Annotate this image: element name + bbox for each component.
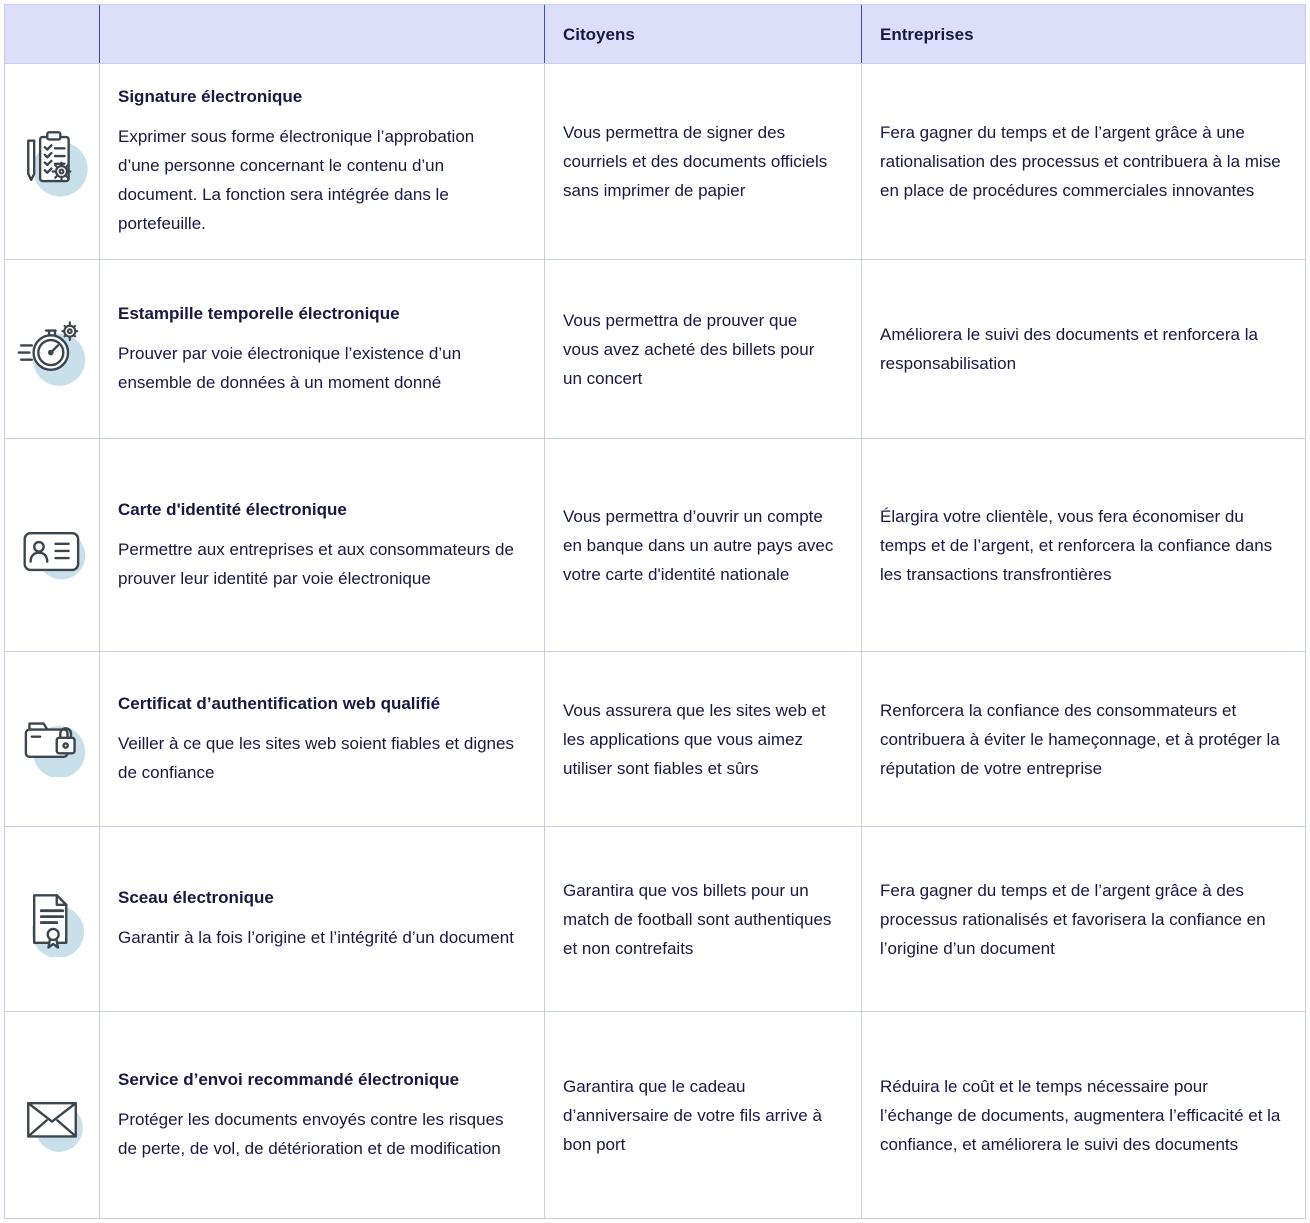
service-title: Carte d'identité électronique (118, 499, 347, 519)
id-card-icon (14, 507, 90, 583)
table-row (5, 63, 1305, 259)
signature-clipboard-icon (14, 124, 90, 200)
entreprises-cell (861, 260, 1305, 438)
icon-cell (5, 652, 99, 826)
header-cell-citoyens: Citoyens (544, 5, 861, 63)
table-body (5, 63, 1305, 1218)
trust-services-table (4, 4, 1306, 1219)
service-cell (99, 827, 544, 1011)
service-title: Service d’envoi recommandé électronique (118, 1069, 460, 1089)
entreprises-text: Élargira votre clientèle, vous fera économiser du temps et de l’argent, et renforcera la confiance dans les transactions transfrontières (880, 506, 1273, 584)
icon-cell (5, 439, 99, 651)
entreprises-cell (861, 64, 1305, 259)
icon-cell (5, 827, 99, 1011)
timestamp-stopwatch-icon (14, 311, 90, 387)
table-row (5, 826, 1305, 1011)
entreprises-cell (861, 652, 1305, 826)
service-cell (99, 260, 544, 438)
entreprises-cell (861, 1012, 1305, 1218)
service-description: Permettre aux entreprises et aux consommateurs de prouver leur identité par voie électronique (118, 539, 514, 588)
header-cell-icon (5, 5, 99, 63)
entreprises-text: Réduira le coût et le temps nécessaire pour l’échange de documents, augmentera l’efficacité et la confiance, et améliorera le suivi des documents (880, 1076, 1281, 1154)
citoyens-cell (544, 827, 861, 1011)
entreprises-cell (861, 827, 1305, 1011)
service-title: Sceau électronique (118, 888, 274, 907)
citoyens-text: Vous permettra d’ouvrir un compte en banque dans un autre pays avec votre carte d'identité nationale (563, 506, 834, 584)
service-title: Certificat d’authentification web qualifié (118, 693, 441, 713)
table-row (5, 1011, 1305, 1218)
citoyens-cell (544, 439, 861, 651)
page (0, 4, 1310, 1219)
entreprises-text: Renforcera la confiance des consommateurs et contribuera à éviter le hameçonnage, et à protéger la réputation de votre entreprise (880, 700, 1280, 778)
citoyens-text: Vous permettra de signer des courriels et des documents officiels sans imprimer de papier (563, 123, 828, 200)
citoyens-cell (544, 64, 861, 259)
citoyens-cell (544, 1012, 861, 1218)
icon-cell (5, 1012, 99, 1218)
citoyens-cell (544, 260, 861, 438)
service-description: Exprimer sous forme électronique l’approbation d’une personne concernant le contenu d’un document. La fonction sera intégrée dans le portefeuille. (118, 127, 475, 233)
service-title: Estampille temporelle électronique (118, 303, 400, 323)
header-cell-service (99, 5, 544, 63)
citoyens-text: Vous permettra de prouver que vous avez acheté des billets pour un concert (563, 310, 815, 388)
service-description: Prouver par voie électronique l’existence d’un ensemble de données à un moment donné (118, 343, 462, 392)
entreprises-text: Améliorera le suivi des documents et renforcera la responsabilisation (880, 325, 1258, 373)
service-cell (99, 439, 544, 651)
citoyens-text: Garantira que le cadeau d’anniversaire de votre fils arrive à bon port (563, 1076, 822, 1154)
table-row (5, 651, 1305, 826)
service-cell (99, 64, 544, 259)
table-header-row (5, 5, 1305, 63)
entreprises-text: Fera gagner du temps et de l’argent grâce à une rationalisation des processus et contribuera à la mise en place de procédures commerciales innovantes (880, 123, 1281, 200)
wallet-lock-icon (14, 701, 90, 777)
table-row (5, 259, 1305, 438)
entreprises-text: Fera gagner du temps et de l’argent grâce à des processus rationalisés et favorisera la confiance en l’origine d’un document (880, 880, 1266, 958)
icon-cell (5, 64, 99, 259)
sealed-document-icon (14, 881, 90, 957)
service-description: Veiller à ce que les sites web soient fiables et dignes de confiance (118, 733, 514, 782)
citoyens-text: Garantira que vos billets pour un match de football sont authentiques et non contrefaits (563, 880, 832, 958)
service-description: Garantir à la fois l’origine et l’intégrité d’un document (118, 928, 514, 947)
citoyens-cell (544, 652, 861, 826)
service-cell (99, 652, 544, 826)
table-row (5, 438, 1305, 651)
service-description: Protéger les documents envoyés contre les risques de perte, de vol, de détérioration et de modification (118, 1109, 504, 1158)
header-cell-entreprises: Entreprises (861, 5, 1305, 63)
service-cell (99, 1012, 544, 1218)
service-title: Signature électronique (118, 87, 303, 106)
icon-cell (5, 260, 99, 438)
envelope-icon (14, 1077, 90, 1153)
entreprises-cell (861, 439, 1305, 651)
citoyens-text: Vous assurera que les sites web et les applications que vous aimez utiliser sont fiables et sûrs (563, 700, 826, 778)
